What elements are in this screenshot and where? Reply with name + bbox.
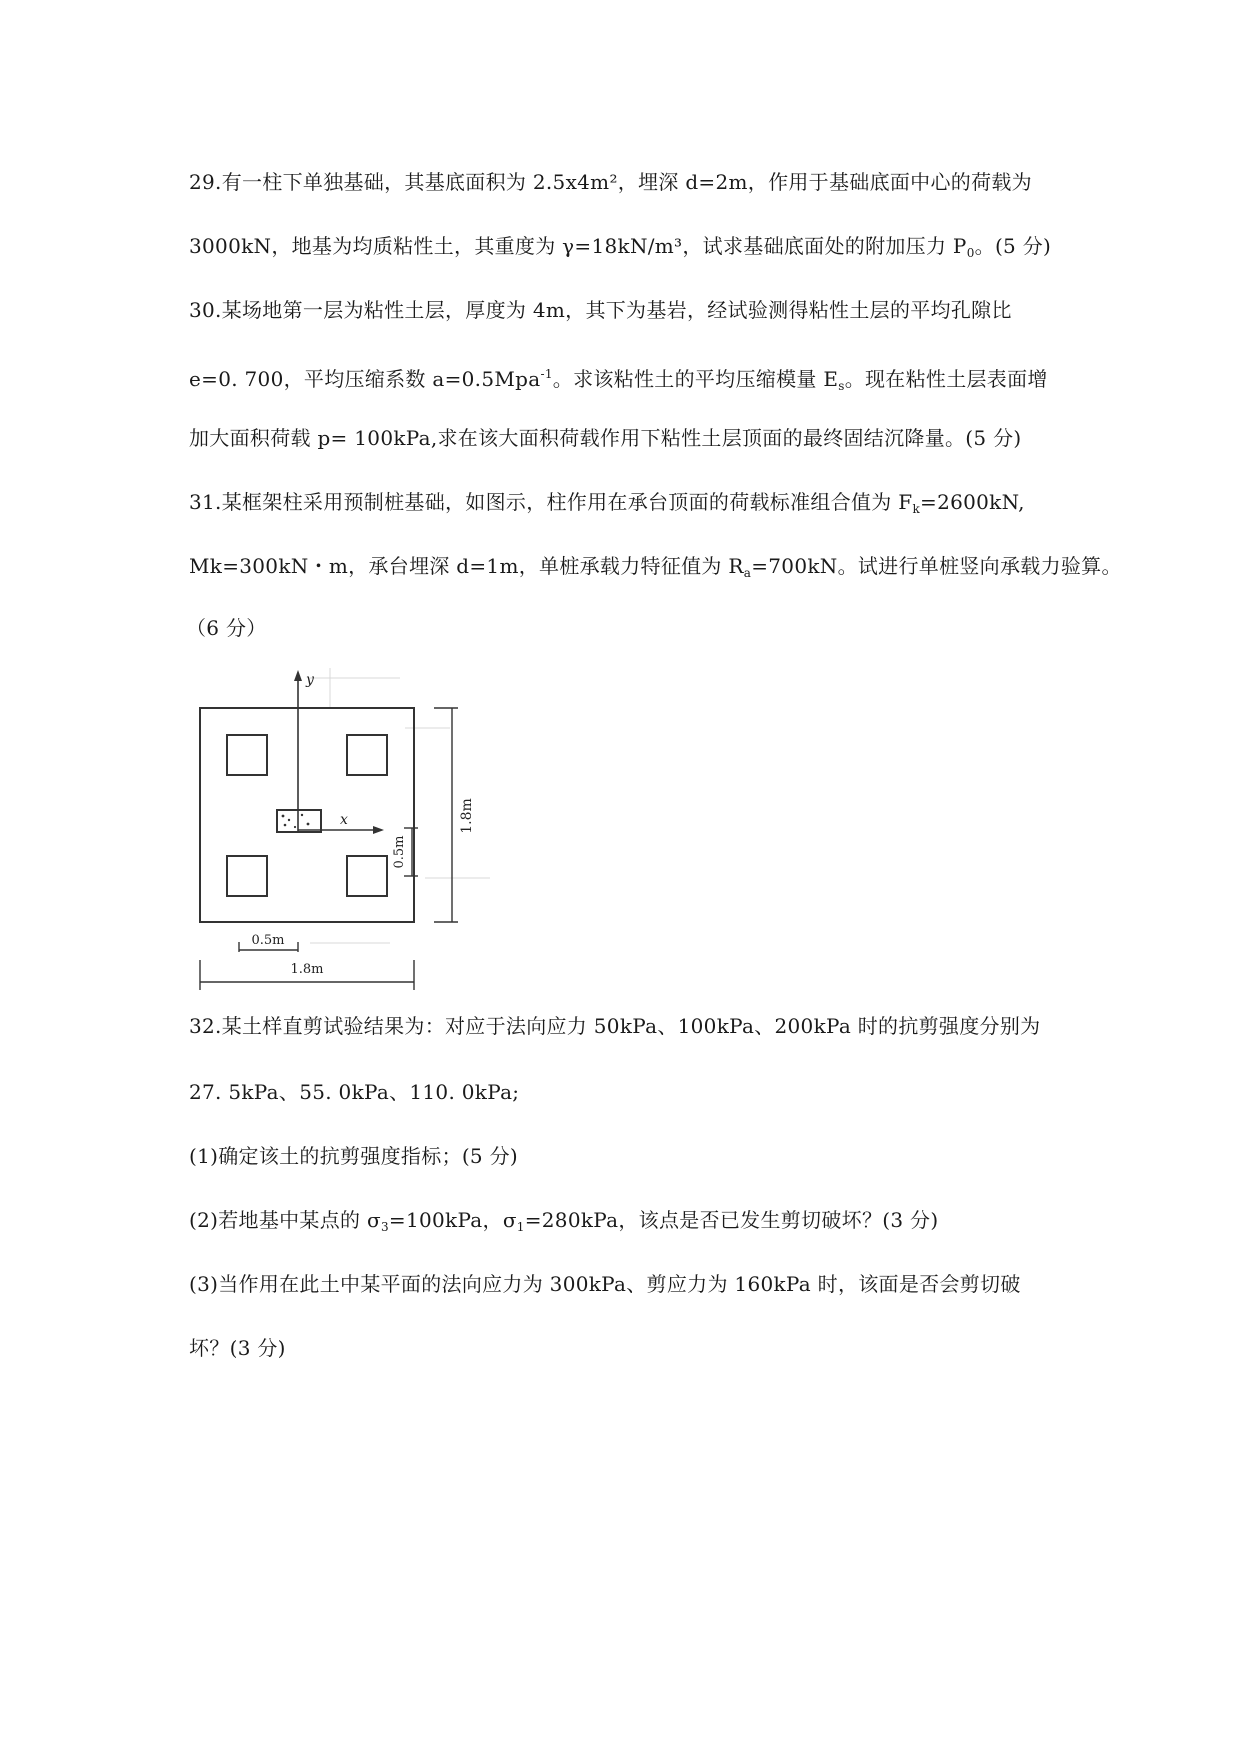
- pile-cap-figure: [190, 668, 510, 998]
- x-axis-label: x: [340, 812, 348, 828]
- q32-part2-text-a: (2)若地基中某点的 σ: [189, 1208, 381, 1232]
- q29-line2: [189, 232, 1051, 267]
- q32-part2-subscript-2: 1: [516, 1220, 525, 1234]
- q32-part3-line2: 坏？(3 分): [189, 1336, 286, 1360]
- q29-line1: 29.有一柱下单独基础，其基底面积为 2.5x4m²，埋深 d=2m，作用于基础底面中心的荷载为: [189, 170, 1032, 194]
- dim-vertical-half-label: 0.5m: [392, 835, 407, 869]
- q31-line1-text-a: 31.某框架柱采用预制桩基础，如图示，柱作用在承台顶面的荷载标准组合值为 F: [189, 490, 913, 514]
- dim-horizontal-half-label: 0.5m: [251, 933, 285, 948]
- pile-top-left: [227, 735, 267, 775]
- q30-line3: 加大面积荷载 p= 100kPa,求在该大面积荷载作用下粘性土层顶面的最终固结沉降量。(5 分): [189, 426, 1022, 450]
- y-axis-arrow: [294, 670, 302, 681]
- q32-part2-subscript-1: 3: [380, 1220, 389, 1234]
- q32-line1: 32.某土样直剪试验结果为：对应于法向应力 50kPa、100kPa、200kPa 时的抗剪强度分别为: [189, 1014, 1041, 1038]
- q30-line2-text-a: e=0. 700，平均压缩系数 a=0.5Mpa: [189, 367, 541, 391]
- q30-line1: 30.某场地第一层为粘性土层，厚度为 4m，其下为基岩，经试验测得粘性土层的平均孔隙比: [189, 298, 1012, 322]
- q32-part2-text-b: =100kPa，σ: [388, 1208, 517, 1232]
- q31-line2: [189, 552, 1122, 587]
- q31-line1-text-b: =2600kN,: [920, 490, 1025, 514]
- q30-line2: [189, 360, 1048, 400]
- q32-part2: [189, 1206, 938, 1241]
- q29-line2-subscript: 0: [966, 246, 975, 260]
- q32-part1: (1)确定该土的抗剪强度指标；(5 分): [189, 1144, 519, 1168]
- q31-line1: [189, 488, 1025, 523]
- column-hatch: [282, 814, 310, 828]
- y-axis-label: y: [306, 672, 314, 688]
- q31-line2-text-a: Mk=300kN・m，承台埋深 d=1m，单桩承载力特征值为 R: [189, 554, 744, 578]
- q32-line2: 27. 5kPa、55. 0kPa、110. 0kPa;: [189, 1080, 520, 1104]
- q30-line2-text-b: 。求该粘性土的平均压缩模量 E: [552, 367, 839, 391]
- q29-line2-text-b: 。(5 分): [974, 234, 1052, 258]
- q30-line2-text-c: 。现在粘性土层表面增: [844, 367, 1048, 391]
- dim-vertical-total: [434, 708, 458, 922]
- pile-top-right: [347, 735, 387, 775]
- dim-horizontal-total-label: 1.8m: [290, 962, 324, 977]
- dim-vertical-total-label: 1.8m: [459, 798, 475, 834]
- column: [277, 810, 321, 832]
- pile-cap-outline: [200, 708, 414, 922]
- q30-line2-subscript: s: [838, 379, 845, 393]
- q31-line1-subscript: k: [912, 502, 921, 516]
- q31-line2-subscript: a: [743, 566, 752, 580]
- x-axis-arrow: [373, 826, 384, 834]
- q31-line2-text-b: =700kN。试进行单桩竖向承载力验算。: [751, 554, 1122, 578]
- q30-line2-superscript: -1: [540, 367, 553, 381]
- pile-bottom-left: [227, 856, 267, 896]
- q29-line2-text-a: 3000kN，地基为均质粘性土，其重度为 γ=18kN/m³，试求基础底面处的附加压力 P: [189, 234, 967, 258]
- q32-part3-line1: (3)当作用在此土中某平面的法向应力为 300kPa、剪应力为 160kPa 时，该面是否会剪切破: [189, 1272, 1021, 1296]
- q32-part2-text-c: =280kPa，该点是否已发生剪切破坏？(3 分): [524, 1208, 939, 1232]
- q31-line3: （6 分）: [186, 616, 267, 640]
- pile-bottom-right: [347, 856, 387, 896]
